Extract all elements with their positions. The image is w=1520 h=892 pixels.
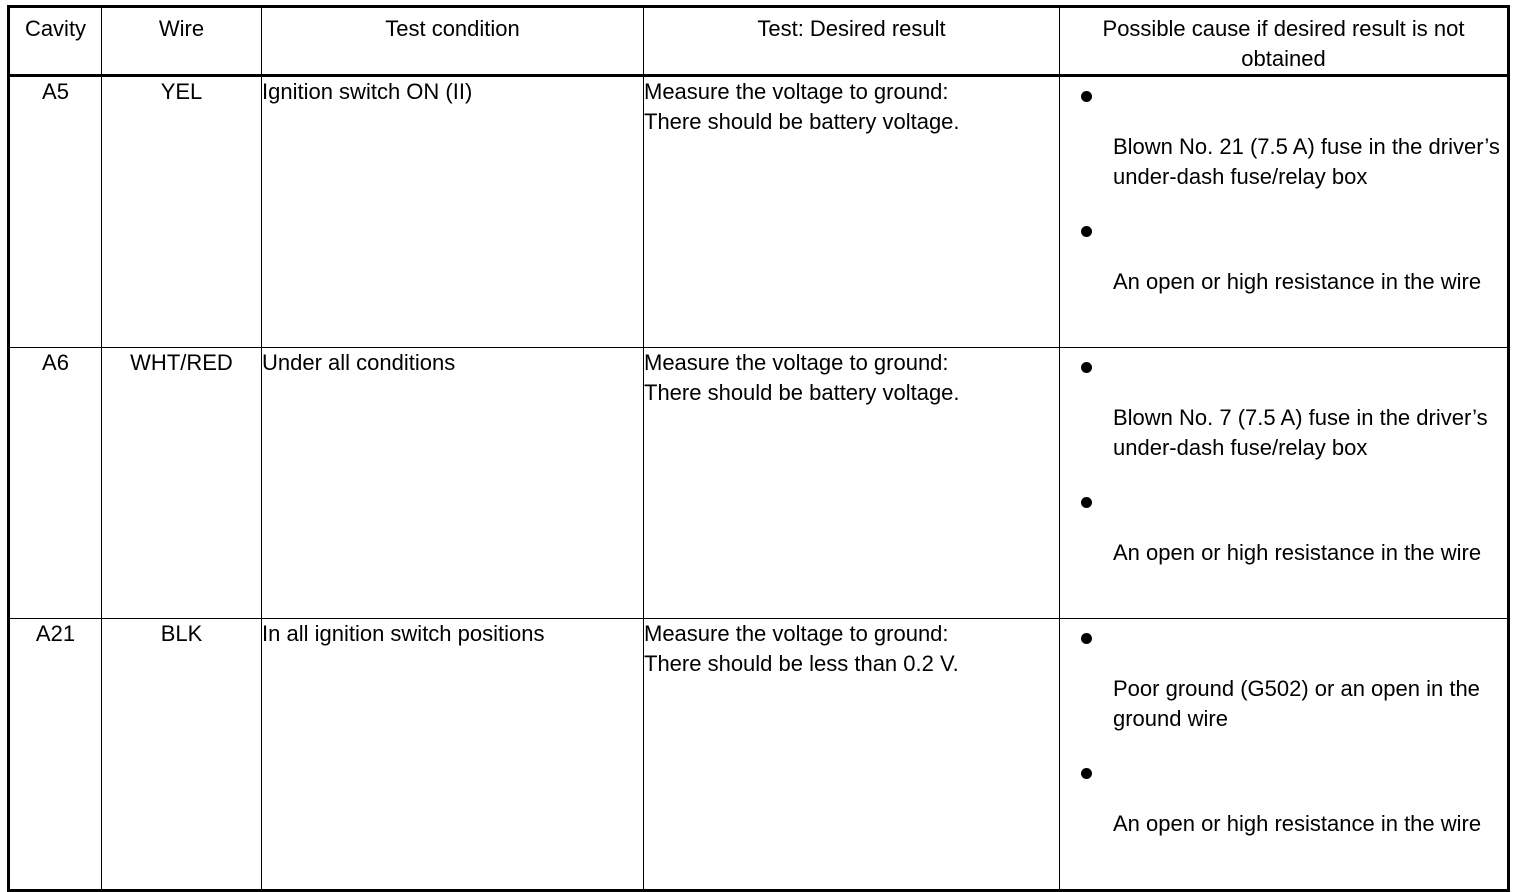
cause-text: Blown No. 7 (7.5 A) fuse in the driver’s under-dash fuse/relay box bbox=[1113, 405, 1488, 460]
cause-item bbox=[1060, 483, 1507, 618]
table-row bbox=[9, 76, 1509, 348]
cause-item bbox=[1060, 348, 1507, 483]
desired-result-line: Measure the voltage to ground: bbox=[644, 79, 949, 104]
terminal-test-table bbox=[7, 5, 1510, 892]
cavity-cell: A6 bbox=[9, 348, 102, 619]
possible-cause-cell bbox=[1060, 76, 1509, 348]
bullet-icon bbox=[1081, 633, 1092, 644]
desired-result-line: There should be battery voltage. bbox=[644, 380, 960, 405]
header-row bbox=[9, 7, 1509, 76]
desired-result-line: Measure the voltage to ground: bbox=[644, 621, 949, 646]
cause-text: Poor ground (G502) or an open in the ground wire bbox=[1113, 676, 1480, 731]
wire-color-cell: BLK bbox=[102, 619, 262, 891]
bullet-icon bbox=[1081, 91, 1092, 102]
bullet-icon bbox=[1081, 362, 1092, 373]
bullet-icon bbox=[1081, 768, 1092, 779]
bullet-icon bbox=[1081, 226, 1092, 237]
header-cavity: Cavity bbox=[9, 7, 102, 76]
header-test-condition: Test condition bbox=[262, 7, 644, 76]
cause-item bbox=[1060, 212, 1507, 347]
desired-result-cell bbox=[644, 348, 1060, 619]
wire-color-cell: YEL bbox=[102, 76, 262, 348]
desired-result-cell bbox=[644, 619, 1060, 891]
desired-result-line: Measure the voltage to ground: bbox=[644, 350, 949, 375]
cause-text: An open or high resistance in the wire bbox=[1113, 811, 1482, 836]
cause-item bbox=[1060, 77, 1507, 212]
header-desired-result: Test: Desired result bbox=[644, 7, 1060, 76]
possible-cause-cell bbox=[1060, 619, 1509, 891]
test-condition-cell: Under all conditions bbox=[262, 348, 644, 619]
bullet-icon bbox=[1081, 497, 1092, 508]
table-row bbox=[9, 619, 1509, 891]
possible-cause-cell bbox=[1060, 348, 1509, 619]
header-possible-cause: Possible cause if desired result is not obtained bbox=[1060, 7, 1509, 76]
table-header bbox=[9, 7, 1509, 76]
cause-text: An open or high resistance in the wire bbox=[1113, 540, 1482, 565]
cause-text: An open or high resistance in the wire bbox=[1113, 269, 1482, 294]
cause-text: Blown No. 21 (7.5 A) fuse in the driver’s under-dash fuse/relay box bbox=[1113, 134, 1500, 189]
desired-result-cell bbox=[644, 76, 1060, 348]
cause-item bbox=[1060, 619, 1507, 754]
header-wire: Wire bbox=[102, 7, 262, 76]
wire-color-cell: WHT/RED bbox=[102, 348, 262, 619]
table-row bbox=[9, 348, 1509, 619]
desired-result-line: There should be battery voltage. bbox=[644, 109, 960, 134]
table-body bbox=[9, 76, 1509, 891]
cavity-cell: A5 bbox=[9, 76, 102, 348]
test-condition-cell: In all ignition switch positions bbox=[262, 619, 644, 891]
cause-item bbox=[1060, 754, 1507, 889]
desired-result-line: There should be less than 0.2 V. bbox=[644, 651, 959, 676]
test-condition-cell: Ignition switch ON (II) bbox=[262, 76, 644, 348]
cavity-cell: A21 bbox=[9, 619, 102, 891]
